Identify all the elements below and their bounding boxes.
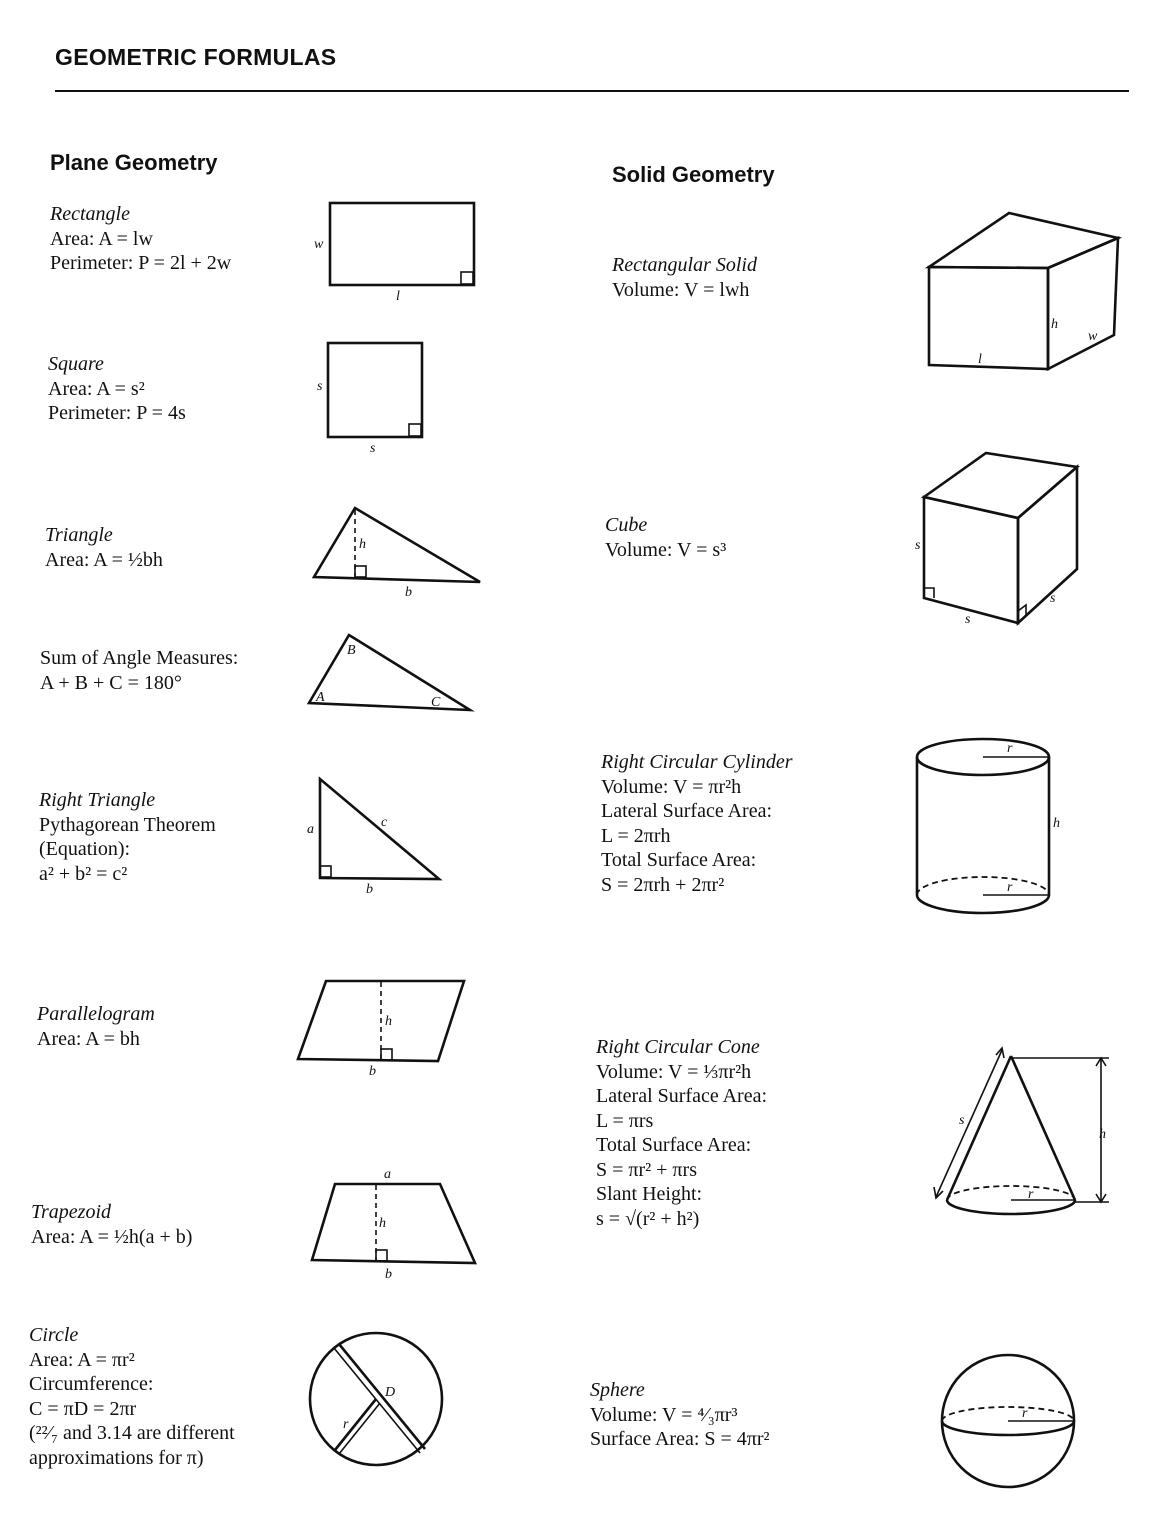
parallelogram-formulas xyxy=(37,1002,155,1051)
cube-side-face xyxy=(1018,467,1077,623)
cube-s-right-label: s xyxy=(1050,591,1056,606)
angle-sum-formulas xyxy=(40,646,238,695)
trapezoid-figure xyxy=(305,1165,485,1283)
cone-figure xyxy=(925,1040,1115,1220)
circle-r-label: r xyxy=(343,1417,349,1432)
cone-s-label: s xyxy=(959,1113,965,1128)
cube-s-bottom-label: s xyxy=(965,612,971,627)
circle-area: Area: A = πr² xyxy=(29,1348,135,1371)
rectangle-shape xyxy=(330,203,474,285)
triangle-shape xyxy=(314,508,480,582)
diameter-line xyxy=(339,1344,425,1449)
circumference-equation: C = πD = 2πr xyxy=(29,1397,137,1420)
triangle-b-label: b xyxy=(405,585,412,600)
cone-formulas xyxy=(596,1035,767,1231)
trapezoid-shape xyxy=(312,1184,475,1263)
parallelogram-area: Area: A = bh xyxy=(37,1027,140,1050)
slant-height-equation: s = √(r² + h²) xyxy=(596,1207,700,1230)
square-area: Area: A = s² xyxy=(48,377,145,400)
parallelogram-name: Parallelogram xyxy=(37,1003,155,1025)
sphere-equator-front xyxy=(942,1421,1074,1435)
right-angle-mark xyxy=(381,1049,392,1060)
rectangle-perimeter: Perimeter: P = 2l + 2w xyxy=(50,252,232,274)
right-angle-mark xyxy=(409,424,421,436)
angle-triangle-shape xyxy=(309,635,470,710)
cylinder-r-top-label: r xyxy=(1007,741,1013,756)
sphere-figure xyxy=(935,1350,1085,1495)
pythagorean-label: Pythagorean Theorem xyxy=(39,813,216,836)
triangle-figure xyxy=(305,500,490,605)
angle-sum-heading: Sum of Angle Measures: xyxy=(40,647,239,669)
radius-line xyxy=(335,1399,376,1450)
cylinder-total-label: Total Surface Area: xyxy=(601,849,757,871)
cube-figure xyxy=(905,445,1090,635)
cone-right-edge xyxy=(1011,1056,1075,1200)
box-l-label: l xyxy=(978,352,982,367)
triangle-formulas xyxy=(45,523,163,572)
square-perimeter: Perimeter: P = 4s xyxy=(48,402,186,424)
right-triangle-shape xyxy=(320,779,439,879)
right-triangle-name: Right Triangle xyxy=(39,789,156,811)
rectangle-l-label: l xyxy=(396,289,400,304)
right-triangle-figure xyxy=(300,770,450,895)
angle-b-label: B xyxy=(347,643,356,658)
cylinder-bottom-front xyxy=(917,895,1049,913)
rectangle-name: Rectangle xyxy=(50,203,130,225)
cylinder-lateral-equation: L = 2πrh xyxy=(601,824,671,847)
square-shape xyxy=(328,343,422,437)
angle-a-label: A xyxy=(316,690,325,705)
rectangle-w-label: w xyxy=(314,237,324,252)
trapezoid-a-label: a xyxy=(384,1167,391,1182)
right-angle-mark xyxy=(461,272,473,284)
cube-name: Cube xyxy=(605,514,648,536)
triangle-area: Area: A = ½bh xyxy=(45,548,163,571)
rectangle-figure xyxy=(300,190,490,305)
angle-triangle-figure xyxy=(300,625,480,720)
parallelogram-figure xyxy=(290,975,470,1080)
rectangular-solid-volume: Volume: V = lwh xyxy=(612,278,750,301)
cylinder-r-bottom-label: r xyxy=(1007,880,1013,895)
trapezoid-area: Area: A = ½h(a + b) xyxy=(31,1225,193,1248)
cube-volume: Volume: V = s³ xyxy=(605,538,727,561)
pi-approximation-note: (²²⁄₇ and 3.14 are different xyxy=(29,1422,235,1444)
square-name: Square xyxy=(48,353,104,375)
right-angle-mark xyxy=(355,566,366,577)
cylinder-bottom-back xyxy=(917,877,1049,895)
trapezoid-b-label: b xyxy=(385,1267,392,1282)
sphere-name: Sphere xyxy=(590,1379,645,1401)
rectangular-solid-name: Rectangular Solid xyxy=(612,254,757,276)
cylinder-volume: Volume: V = πr²h xyxy=(601,775,742,798)
right-triangle-formulas xyxy=(39,788,216,886)
right-triangle-a-label: a xyxy=(307,822,314,837)
trapezoid-name: Trapezoid xyxy=(31,1201,112,1223)
plane-geometry-heading: Plane Geometry xyxy=(50,150,218,175)
triangle-name: Triangle xyxy=(45,524,113,546)
title-rule xyxy=(55,90,1129,92)
right-angle-mark xyxy=(320,866,331,877)
right-triangle-b-label: b xyxy=(366,882,373,897)
right-angle-mark xyxy=(376,1250,387,1261)
rectangular-solid-formulas xyxy=(612,253,757,302)
cone-r-label: r xyxy=(1028,1187,1034,1202)
parallelogram-h-label: h xyxy=(385,1014,392,1029)
trapezoid-formulas xyxy=(31,1200,192,1249)
sphere-r-label: r xyxy=(1022,1406,1028,1421)
box-w-label: w xyxy=(1088,329,1098,344)
angle-sum-equation: A + B + C = 180° xyxy=(40,671,182,694)
cube-formulas xyxy=(605,513,726,562)
triangle-h-label: h xyxy=(359,537,366,552)
square-side-label: s xyxy=(317,379,323,394)
sphere-surface-area: Surface Area: S = 4πr² xyxy=(590,1428,770,1450)
cone-lateral-equation: L = πrs xyxy=(596,1109,654,1132)
circle-figure xyxy=(305,1328,450,1473)
square-formulas xyxy=(48,352,186,426)
cone-name: Right Circular Cone xyxy=(596,1036,760,1058)
angle-c-label: C xyxy=(431,695,441,710)
solid-geometry-heading: Solid Geometry xyxy=(612,162,775,187)
parallelogram-b-label: b xyxy=(369,1064,376,1079)
cone-total-equation: S = πr² + πrs xyxy=(596,1158,697,1181)
circle-name: Circle xyxy=(29,1324,79,1346)
pythagorean-equation: a² + b² = c² xyxy=(39,862,128,885)
cone-base-back xyxy=(947,1186,1075,1200)
right-triangle-c-label: c xyxy=(381,815,388,830)
cylinder-name: Right Circular Cylinder xyxy=(601,751,793,773)
sphere-formulas xyxy=(590,1378,770,1452)
box-h-label: h xyxy=(1051,317,1058,332)
cone-slant-dimension xyxy=(936,1050,1002,1197)
cylinder-h-label: h xyxy=(1053,816,1060,831)
trapezoid-h-label: h xyxy=(379,1216,386,1231)
pi-approximation-note-cont: approximations for π) xyxy=(29,1446,204,1469)
right-angle-mark xyxy=(924,588,934,598)
cone-total-label: Total Surface Area: xyxy=(596,1134,752,1156)
page-title: GEOMETRIC FORMULAS xyxy=(55,44,337,70)
cone-lateral-label: Lateral Surface Area: xyxy=(596,1085,768,1107)
circle-d-label: D xyxy=(385,1385,396,1400)
circumference-label: Circumference: xyxy=(29,1373,154,1395)
box-side-face xyxy=(1048,238,1118,369)
cylinder-lateral-label: Lateral Surface Area: xyxy=(601,800,773,822)
box-front-face xyxy=(929,267,1048,369)
slant-height-label: Slant Height: xyxy=(596,1183,703,1205)
rectangular-solid-figure xyxy=(920,205,1130,380)
square-figure xyxy=(310,335,440,460)
cone-volume: Volume: V = ⅓πr²h xyxy=(596,1060,752,1083)
rectangle-formulas xyxy=(50,202,231,276)
cube-s-left-label: s xyxy=(915,538,921,553)
circle-formulas xyxy=(29,1323,235,1470)
cone-left-edge xyxy=(947,1056,1011,1200)
cylinder-formulas xyxy=(601,750,792,897)
square-bottom-label: s xyxy=(370,441,376,456)
sphere-equator-back xyxy=(942,1407,1074,1421)
equation-label: (Equation): xyxy=(39,838,131,860)
cylinder-total-equation: S = 2πrh + 2πr² xyxy=(601,873,725,896)
rectangle-area: Area: A = lw xyxy=(50,227,153,250)
box-top-face xyxy=(929,213,1118,268)
cone-base-front xyxy=(947,1200,1075,1214)
sphere-volume: Volume: V = ⁴⁄₃πr³ xyxy=(590,1403,738,1426)
cylinder-figure xyxy=(905,725,1075,920)
cone-h-label: h xyxy=(1099,1127,1106,1142)
